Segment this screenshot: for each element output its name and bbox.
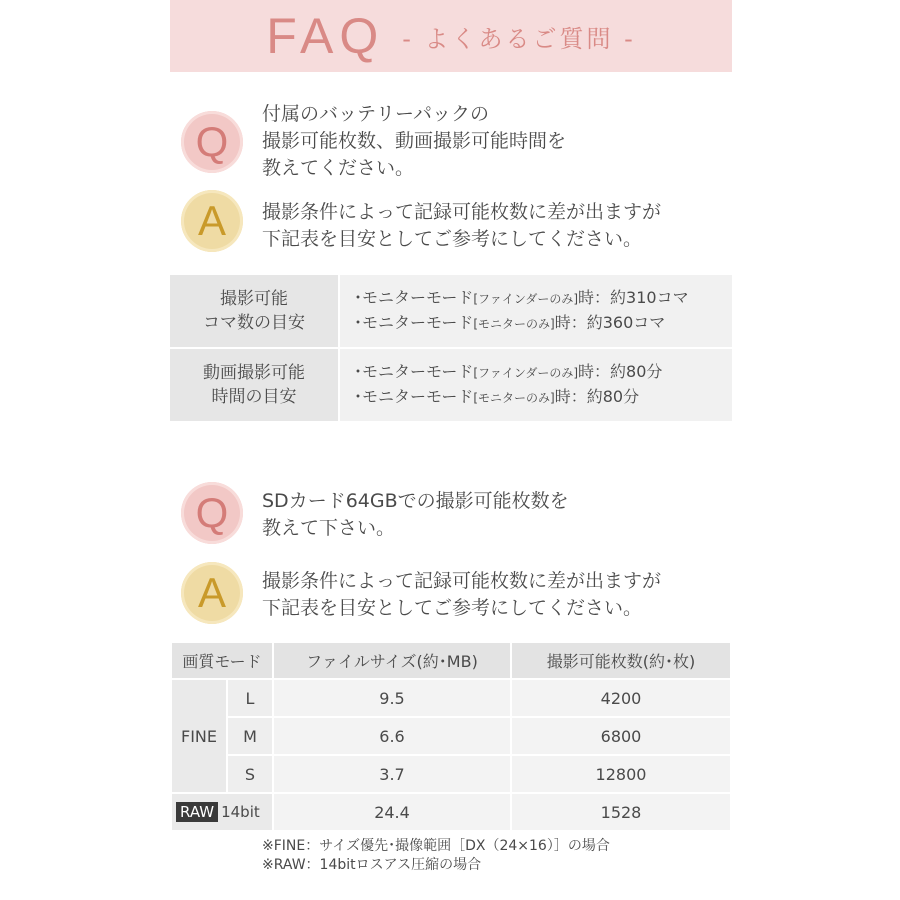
question-1-line: 撮影可能枚数、動画撮影可能時間を xyxy=(262,130,567,152)
battery-line: ･モニターモード[ファインダーのみ]時：約310コマ xyxy=(354,288,689,307)
col-header-filesize: ファイルサイズ(約･MB) xyxy=(273,642,511,679)
question-2-line: 教えて下さい。 xyxy=(262,517,396,539)
mb-cell: 6.6 xyxy=(273,717,511,755)
battery-table-row xyxy=(170,275,732,347)
answer-1-line: 下記表を目安としてご参考にしてください。 xyxy=(262,228,643,250)
answer-1-text xyxy=(262,199,661,253)
question-1-text xyxy=(262,101,566,182)
battery-row-header xyxy=(170,275,338,347)
mb-cell: 24.4 xyxy=(273,793,511,831)
answer-badge-icon: A xyxy=(181,562,243,624)
battery-row-body xyxy=(340,275,732,347)
row-header-line: 撮影可能 xyxy=(220,289,288,309)
faq-header xyxy=(170,0,732,72)
question-badge-icon: Q xyxy=(181,482,243,544)
table-row xyxy=(171,717,731,755)
mb-cell: 9.5 xyxy=(273,679,511,717)
question-2-line: SDカード64GBでの撮影可能枚数を xyxy=(262,490,569,512)
row-header-line: コマ数の目安 xyxy=(203,313,305,333)
faq-subtitle: - よくあるご質問 - xyxy=(402,24,636,53)
faq-title: FAQ xyxy=(266,8,385,64)
row-header-line: 時間の目安 xyxy=(211,387,297,407)
fine-group-label: FINE xyxy=(171,679,227,793)
answer-badge-icon: A xyxy=(181,190,243,252)
battery-line: ･モニターモード[モニターのみ]時：約360コマ xyxy=(354,313,666,332)
answer-1-line: 撮影条件によって記録可能枚数に差が出ますが xyxy=(262,201,662,223)
table-row xyxy=(171,793,731,831)
table-header-row xyxy=(171,642,731,679)
row-header-line: 動画撮影可能 xyxy=(203,363,305,383)
count-cell: 6800 xyxy=(511,717,731,755)
image-size-table xyxy=(170,641,732,832)
count-cell: 12800 xyxy=(511,755,731,793)
raw-label-cell xyxy=(171,793,273,831)
battery-row-body xyxy=(340,349,732,421)
count-cell: 1528 xyxy=(511,793,731,831)
battery-line: ･モニターモード[モニターのみ]時：約80分 xyxy=(354,387,640,406)
footnote: ※RAW：14bitロスアス圧縮の場合 xyxy=(262,857,482,873)
col-header-mode: 画質モード xyxy=(171,642,273,679)
table-row xyxy=(171,755,731,793)
answer-2-line: 撮影条件によって記録可能枚数に差が出ますが xyxy=(262,570,662,592)
battery-row-header xyxy=(170,349,338,421)
battery-line: ･モニターモード[ファインダーのみ]時：約80分 xyxy=(354,362,663,381)
question-1-line: 付属のバッテリーパックの xyxy=(262,103,490,125)
size-cell: S xyxy=(227,755,273,793)
col-header-count: 撮影可能枚数(約･枚) xyxy=(511,642,731,679)
answer-2-text xyxy=(262,568,661,622)
size-cell: L xyxy=(227,679,273,717)
footnotes xyxy=(262,837,610,875)
question-1-line: 教えてください。 xyxy=(262,157,415,179)
table-row xyxy=(171,679,731,717)
footnote: ※FINE：サイズ優先･撮像範囲［DX（24×16）］の場合 xyxy=(262,838,610,854)
count-cell: 4200 xyxy=(511,679,731,717)
mb-cell: 3.7 xyxy=(273,755,511,793)
battery-table xyxy=(170,275,732,423)
question-badge-icon: Q xyxy=(181,111,243,173)
size-cell: M xyxy=(227,717,273,755)
question-2-text xyxy=(262,488,569,542)
answer-2-line: 下記表を目安としてご参考にしてください。 xyxy=(262,597,643,619)
battery-table-row xyxy=(170,349,732,421)
raw-tag: RAW xyxy=(176,802,218,822)
raw-bit-label: 14bit xyxy=(221,803,260,821)
